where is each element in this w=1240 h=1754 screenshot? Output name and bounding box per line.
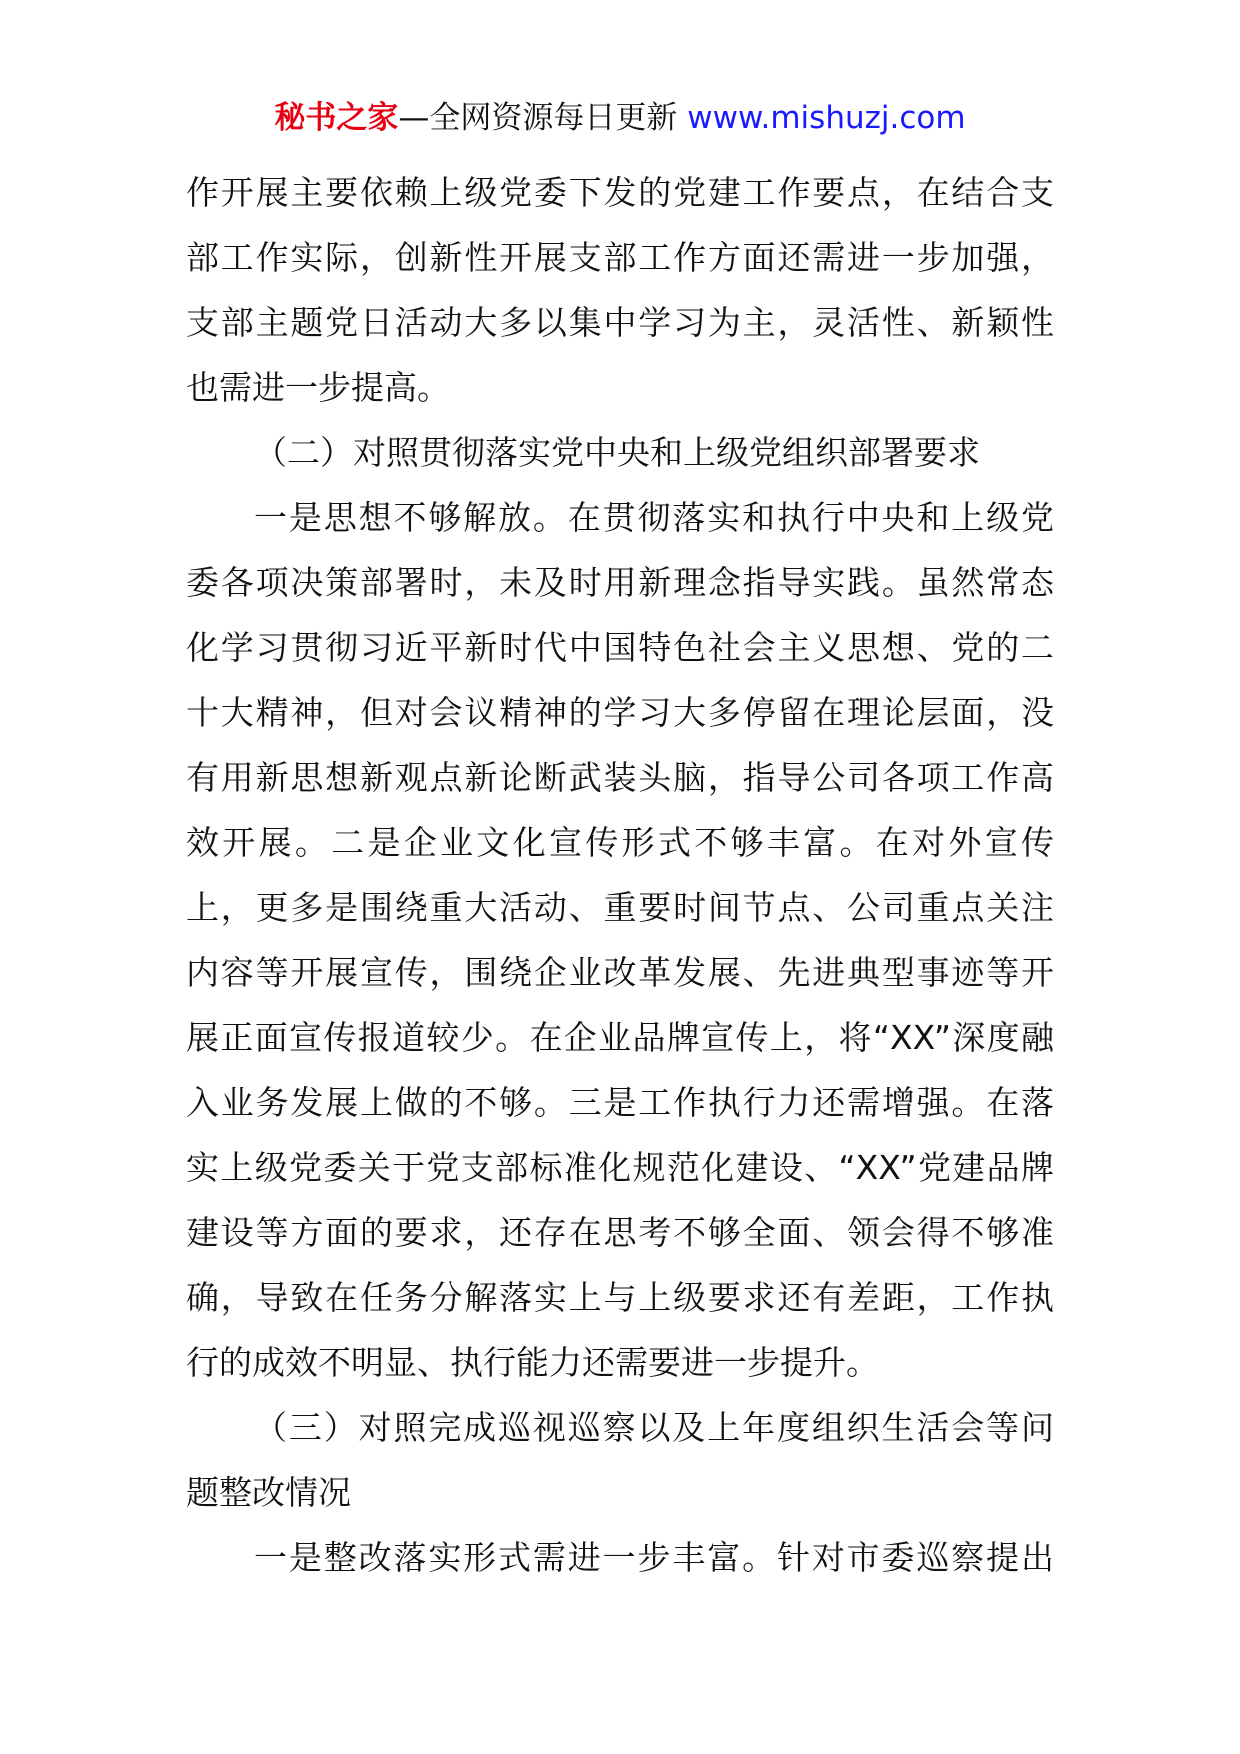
- site-url-link[interactable]: www.mishuzj.com: [687, 100, 966, 136]
- section-heading: （三）对照完成巡视巡察以及上年度组织生活会等问: [254, 1408, 1054, 1447]
- site-header: [0, 98, 1240, 138]
- text-line: 建设等方面的要求，还存在思考不够全面、领会得不够准: [186, 1213, 1054, 1252]
- text-line: 也需进一步提高。: [186, 368, 450, 407]
- document-body: [186, 160, 1054, 1590]
- text-line: 作开展主要依赖上级党委下发的党建工作要点，在结合支: [186, 173, 1054, 212]
- section-heading-continued: 题整改情况: [186, 1473, 351, 1512]
- brand-name: 秘书之家: [274, 100, 399, 136]
- text-line: 行的成效不明显、执行能力还需要进一步提升。: [186, 1343, 879, 1382]
- text-line: 上，更多是围绕重大活动、重要时间节点、公司重点关注: [186, 888, 1054, 927]
- text-line: 部工作实际，创新性开展支部工作方面还需进一步加强，: [186, 238, 1054, 277]
- text-line: 展正面宣传报道较少。在企业品牌宣传上，将“XX”深度融: [186, 1018, 1054, 1057]
- text-line: 一是整改落实形式需进一步丰富。针对市委巡察提出: [254, 1538, 1054, 1577]
- text-line: 一是思想不够解放。在贯彻落实和执行中央和上级党: [254, 498, 1054, 537]
- section-heading: （二）对照贯彻落实党中央和上级党组织部署要求: [254, 433, 980, 472]
- text-line: 十大精神，但对会议精神的学习大多停留在理论层面，没: [186, 693, 1054, 732]
- text-line: 确，导致在任务分解落实上与上级要求还有差距，工作执: [186, 1278, 1054, 1317]
- text-line: 内容等开展宣传，围绕企业改革发展、先进典型事迹等开: [186, 953, 1054, 992]
- text-line: 实上级党委关于党支部标准化规范化建设、“XX”党建品牌: [186, 1148, 1054, 1187]
- text-line: 委各项决策部署时，未及时用新理念指导实践。虽然常态: [186, 563, 1054, 602]
- text-line: 化学习贯彻习近平新时代中国特色社会主义思想、党的二: [186, 628, 1054, 667]
- text-line: 有用新思想新观点新论断武装头脑，指导公司各项工作高: [186, 758, 1054, 797]
- text-line: 入业务发展上做的不够。三是工作执行力还需增强。在落: [186, 1083, 1054, 1122]
- header-tagline: —全网资源每日更新: [398, 100, 688, 136]
- text-line: 支部主题党日活动大多以集中学习为主，灵活性、新颖性: [186, 303, 1054, 342]
- text-line: 效开展。二是企业文化宣传形式不够丰富。在对外宣传: [186, 823, 1054, 862]
